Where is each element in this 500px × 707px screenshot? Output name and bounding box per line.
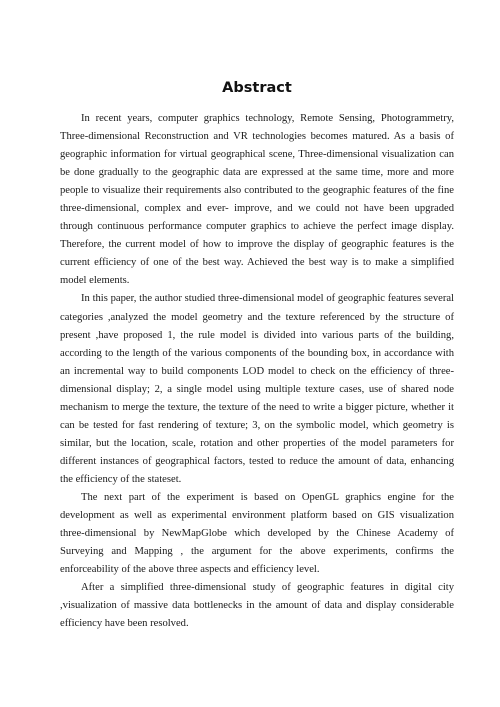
abstract-paragraph-2: In this paper, the author studied three-dimensional model of geographic features several categories ,analyzed the model geometry and the texture referenced by the structure of present ,have proposed 1, the rule model is divided into various parts of the building, according to the length of the various components of the bounding box, in accordance with an incremental way to build components LOD model to check on the efficiency of three-dimensional display; 2, a single model using multiple texture cases, use of shared node mechanism to merge the texture, the texture of the need to write a bigger picture, whether it can be tested for fast rendering of texture; 3, on the symbolic model, which geometry is similar, but the location, scale, rotation and other properties of the model parameters for different instances of geographical factors, tested to reduce the amount of data, enhancing the efficiency of the stateset. — [60, 293, 454, 485]
abstract-title: Abstract — [222, 80, 292, 96]
abstract-paragraph-3: The next part of the experiment is based on OpenGL graphics engine for the development as well as experimental environment platform based on GIS visualization three-dimensional by NewMapGlobe which developed by the Chinese Academy of Surveying and Mapping , the argument for the above experiments, confirms the enforceability of the above three aspects and efficiency level. — [60, 491, 454, 576]
abstract-paragraph-4: After a simplified three-dimensional study of geographic features in digital city ,visualization of massive data bottlenecks in the amount of data and display considerable efficiency have been resolved. — [60, 582, 454, 630]
abstract-paragraph-1: In recent years, computer graphics technology, Remote Sensing, Photogrammetry, Three-dimensional Reconstruction and VR technologies becomes matured. As a basis of geographic information for virtual geographical scene, Three-dimensional visualization can be done gradually to the geographic data are expressed at the same time, more and more people to visualize their requirements also contributed to the geographic features of the fine three-dimensional, complex and ever- improve, and we could not have been upgraded through continuous performance computer graphics to achieve the perfect image display. Therefore, the current model of how to improve the display of geographic features is the current efficiency of one of the best way. Achieved the best way is to make a simplified model elements. — [60, 113, 454, 287]
